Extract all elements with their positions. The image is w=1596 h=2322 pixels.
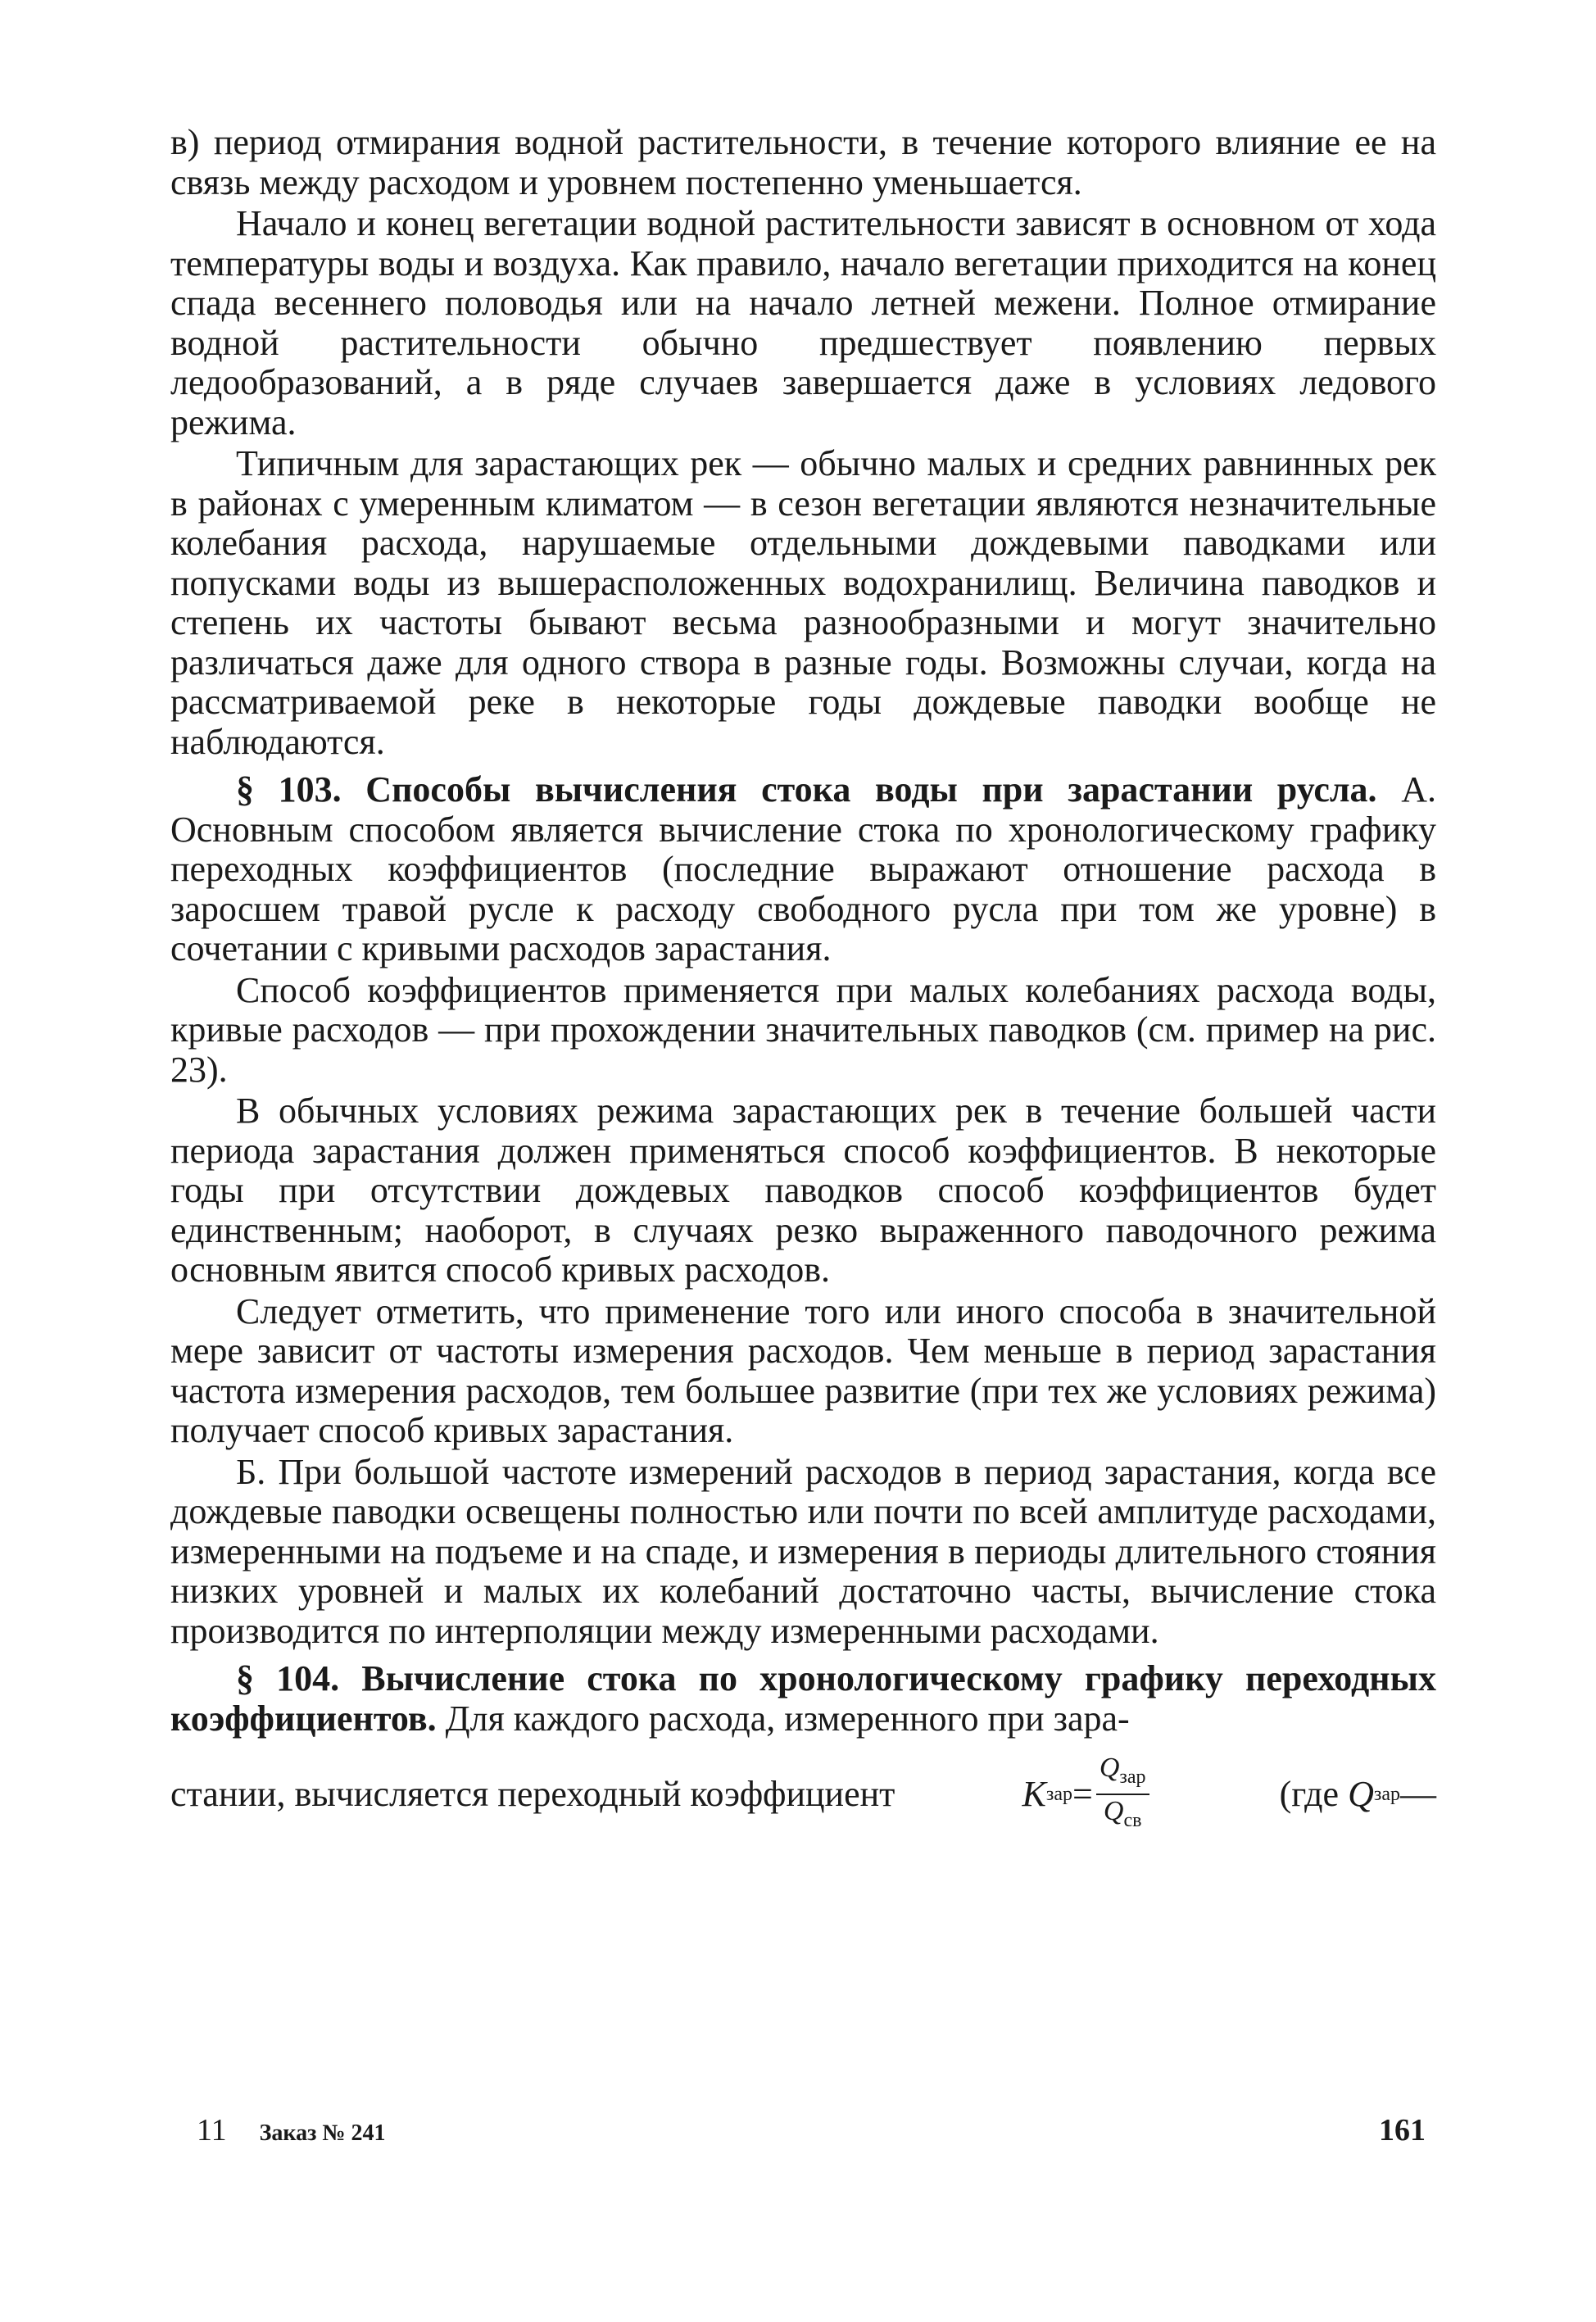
formula-end-dash: — xyxy=(1399,1773,1436,1814)
formula-line-end xyxy=(1280,1775,1436,1814)
formula-numerator-q: Q xyxy=(1099,1753,1120,1783)
formula-numerator-sub: зар xyxy=(1119,1766,1146,1788)
formula-numerator xyxy=(1096,1753,1149,1795)
formula-line xyxy=(170,1753,1436,1835)
formula-end-q xyxy=(1348,1775,1400,1814)
section-104-paragraph xyxy=(170,1659,1436,1739)
formula-k-symbol: K xyxy=(1022,1773,1046,1814)
formula-k-subscript: зар xyxy=(1045,1783,1072,1805)
formula-fraction xyxy=(1096,1753,1149,1835)
section-103-text: А. Основным способом является вычисление стока по хронологическому графику переходных коэффициентов (последние выражают отношение расхода в заросшем травой русле к расходу свободного русла при том же уровне) в сочетании с кривыми расходов зарастания. xyxy=(170,769,1436,968)
order-label: Заказ № 241 xyxy=(259,2120,386,2146)
section-103-paragraph xyxy=(170,770,1436,969)
paragraph-period-dieback: в) период отмирания водной растительности, в течение которого влияние ее на связь между расходом и уровнем постепенно уменьшается. xyxy=(170,122,1436,202)
page-number: 161 xyxy=(1379,2113,1426,2147)
formula-denominator-sub: св xyxy=(1123,1809,1142,1831)
formula-denominator-q: Q xyxy=(1103,1795,1124,1826)
signature-number: 11 xyxy=(197,2113,227,2147)
formula-end-q-subscript: зар xyxy=(1373,1783,1400,1805)
section-103-heading: § 103. Способы вычисления стока воды при зарастании русла. xyxy=(236,769,1377,810)
paragraph-high-frequency: Б. При большой частоте измерений расходов в период зарастания, когда все дождевые паводки освещены полностью или почти по всей амплитуде расходами, измеренными на подъеме и на спаде, и измерения в периоды длительного стояния низких уровней и малых их колебаний достаточно часты, вычисление стока производится по интерполяции между измеренными расходами. xyxy=(170,1451,1436,1651)
formula-end-prefix: (где xyxy=(1279,1773,1340,1814)
paragraph-vegetation-start-end: Начало и конец вегетации водной растительности зависят в основном от хода температуры воды и воздуха. Как правило, начало вегетации приходится на конец спада весеннего половодья или на начало летней межени. Полное отмирание водной растительности обычно предшествует появлению первых ледообразований, а в ряде случаев завершается даже в условиях ледового режима. xyxy=(170,203,1436,442)
section-104-heading: § 104. Вычисление стока по хронологическому графику переходных коэффициентов. xyxy=(170,1658,1436,1739)
formula-denominator xyxy=(1100,1795,1145,1835)
transition-coefficient-formula xyxy=(1022,1753,1153,1835)
paragraph-usual-conditions: В обычных условиях режима зарастающих рек в течение большей части периода зарастания должен применяться способ коэффициентов. В некоторые годы при отсутствии дождевых паводков способ коэффициентов будет единственным; наоборот, в случаях резко выраженного паводочного режима основным явится способ кривых расходов. xyxy=(170,1091,1436,1290)
paragraph-coefficient-method: Способ коэффициентов применяется при малых колебаниях расхода воды, кривые расходов — при прохождении значительных паводков (см. пример на рис. 23). xyxy=(170,969,1436,1090)
section-104-text: Для каждого расхода, измеренного при зара- xyxy=(445,1698,1130,1739)
page-footer xyxy=(197,2112,1426,2148)
paragraph-typical-rivers: Типичным для зарастающих рек — обычно малых и средних равнинных рек в районах с умеренным климатом — в сезон вегетации являются незначительные колебания расхода, нарушаемые отдельными дождевыми паводками или попусками воды из вышерасположенных водохранилищ. Величина паводков и степень их частоты бывают весьма разнообразными и могут значительно различаться даже для одного створа в разные годы. Возможны случаи, когда на рассматриваемой реке в некоторые годы дождевые паводки вообще не наблюдаются. xyxy=(170,443,1436,762)
footer-left xyxy=(197,2112,385,2148)
paragraph-measurement-frequency: Следует отметить, что применение того или иного способа в значительной мере зависит от частоты измерения расходов. Чем меньше в период зарастания частота измерения расходов, тем большее развитие (при тех же условиях режима) получает способ кривых зарастания. xyxy=(170,1290,1436,1450)
formula-end-q-symbol: Q xyxy=(1348,1773,1374,1814)
text-column xyxy=(170,123,1436,1835)
formula-equals: = xyxy=(1072,1773,1093,1814)
formula-line-start: стании, вычисляется переходный коэффициент xyxy=(170,1773,895,1814)
